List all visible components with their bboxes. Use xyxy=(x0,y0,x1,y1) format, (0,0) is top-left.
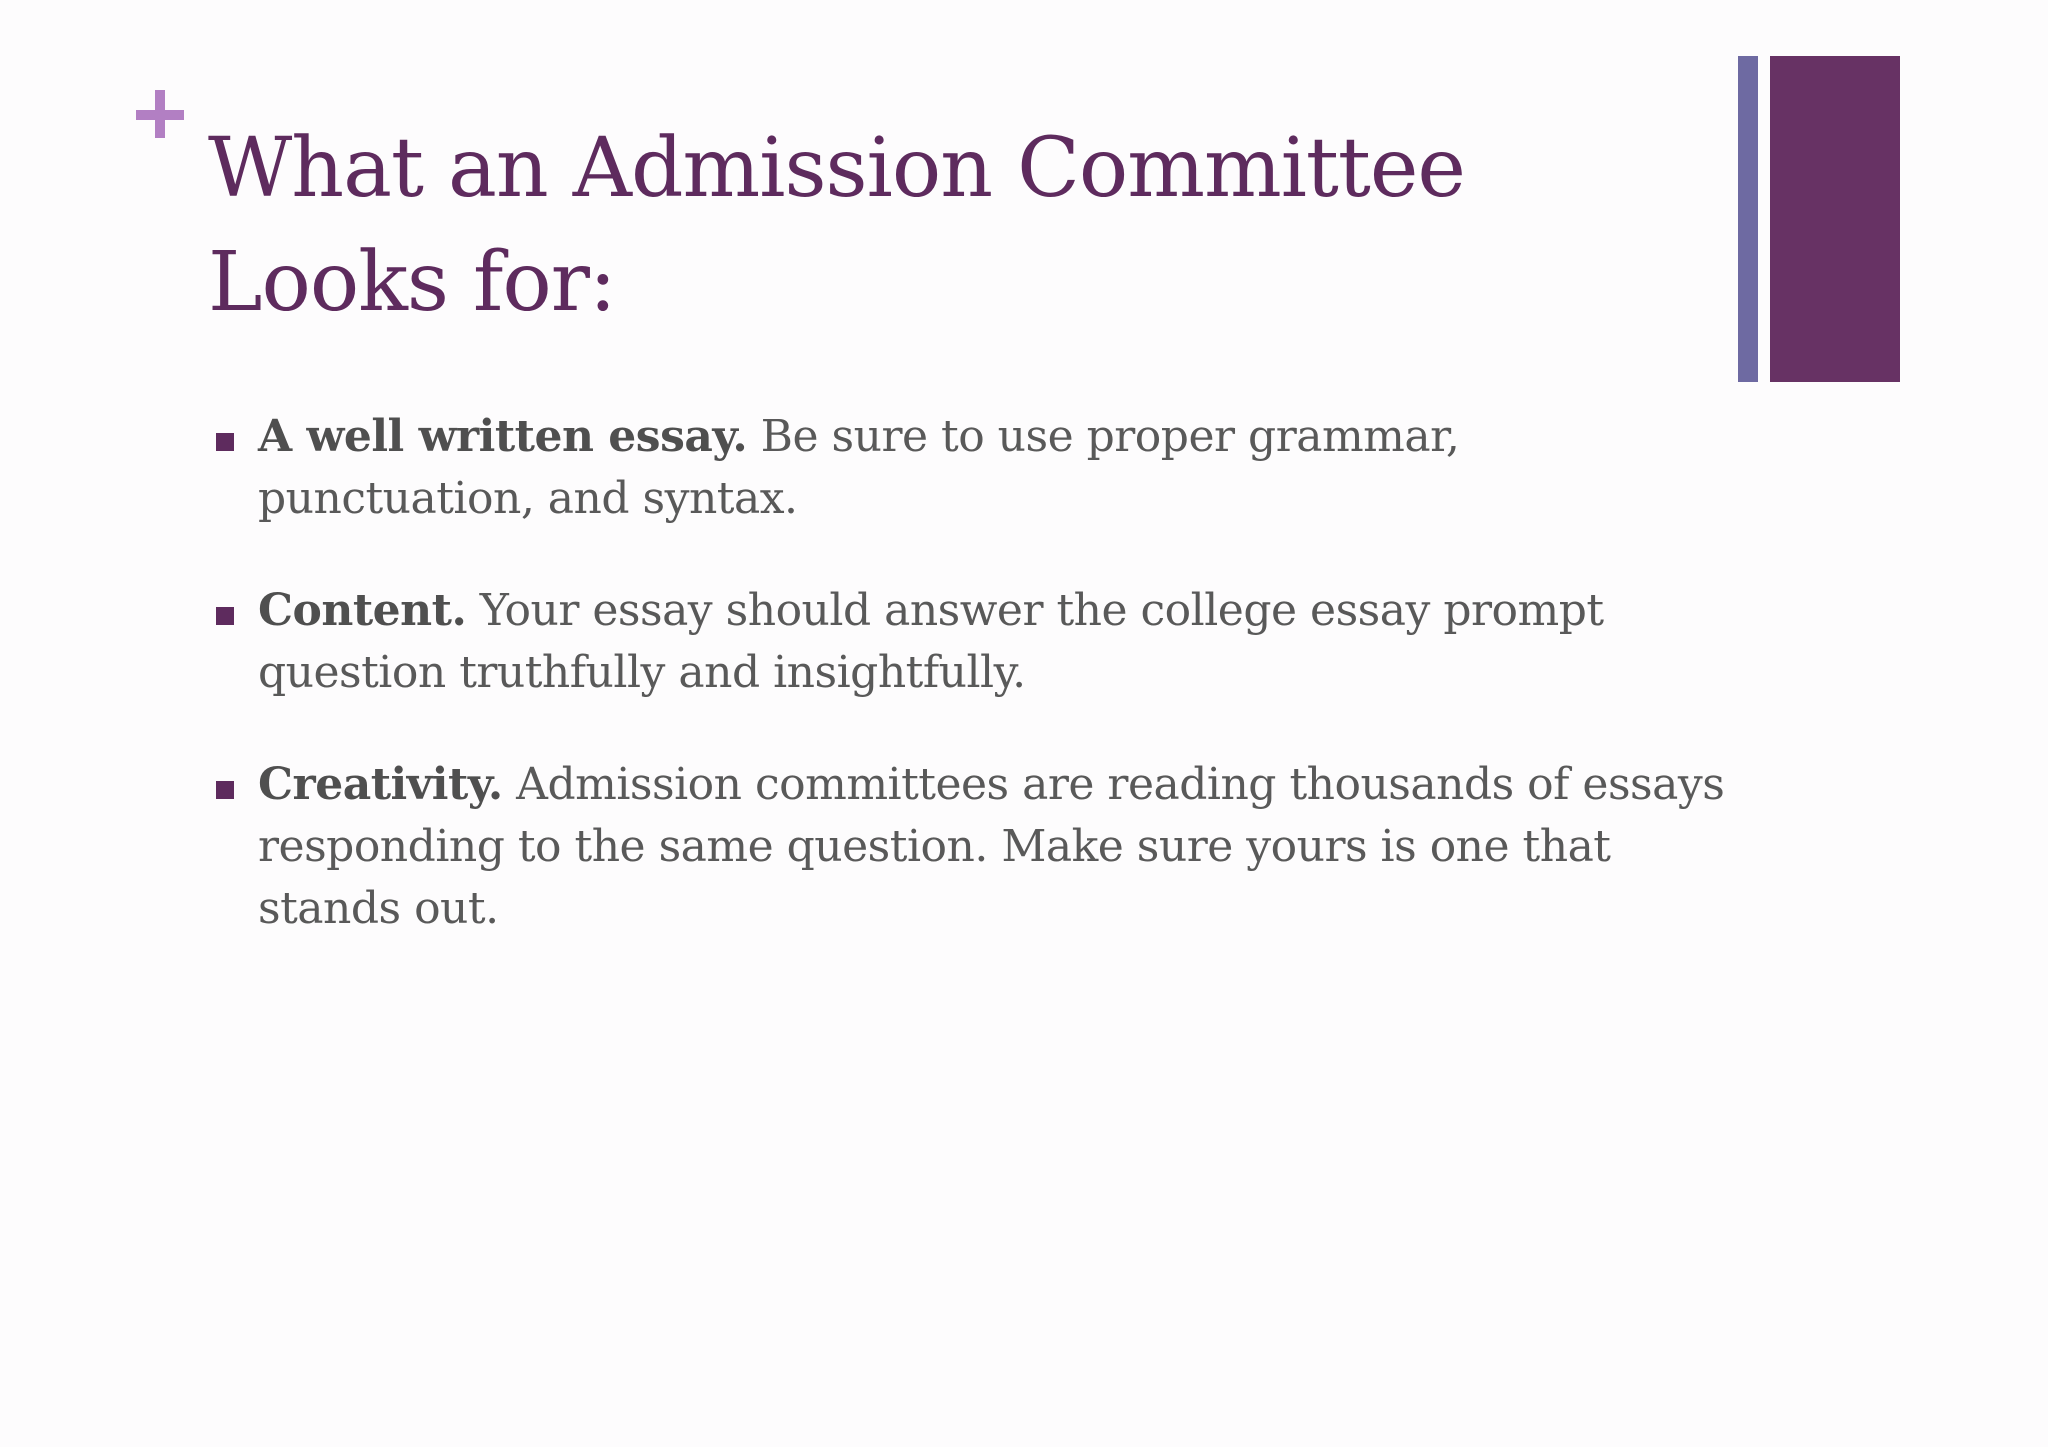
thin-accent-bar xyxy=(1738,56,1758,382)
bullet-text: Your essay should answer the college essay prompt question truthfully and insightfully. xyxy=(258,585,1604,698)
slide-title-line-1: What an Admission Committee xyxy=(208,121,1465,216)
bullet-text: Be sure to use proper grammar, punctuation, and syntax. xyxy=(258,411,1460,524)
wide-accent-bar xyxy=(1770,56,1900,382)
bullet-lead: Creativity. xyxy=(258,759,503,810)
bullet-lead: Content. xyxy=(258,585,467,636)
bullet-item-creativity xyxy=(208,754,1728,940)
slide-title xyxy=(208,112,1708,340)
bullet-lead: A well written essay. xyxy=(258,411,748,462)
square-bullet-icon xyxy=(216,607,234,625)
slide-title-line-2: Looks for: xyxy=(208,235,616,330)
square-bullet-icon xyxy=(216,781,234,799)
decorative-bars xyxy=(1738,56,1900,382)
bullet-list xyxy=(208,406,1728,990)
bullet-text: Admission committees are reading thousands of essays responding to the same question. Make sure yours is one that stands out. xyxy=(258,759,1725,934)
bullet-item-essay xyxy=(208,406,1728,530)
plus-icon xyxy=(136,90,188,142)
bullet-item-content xyxy=(208,580,1728,704)
square-bullet-icon xyxy=(216,433,234,451)
